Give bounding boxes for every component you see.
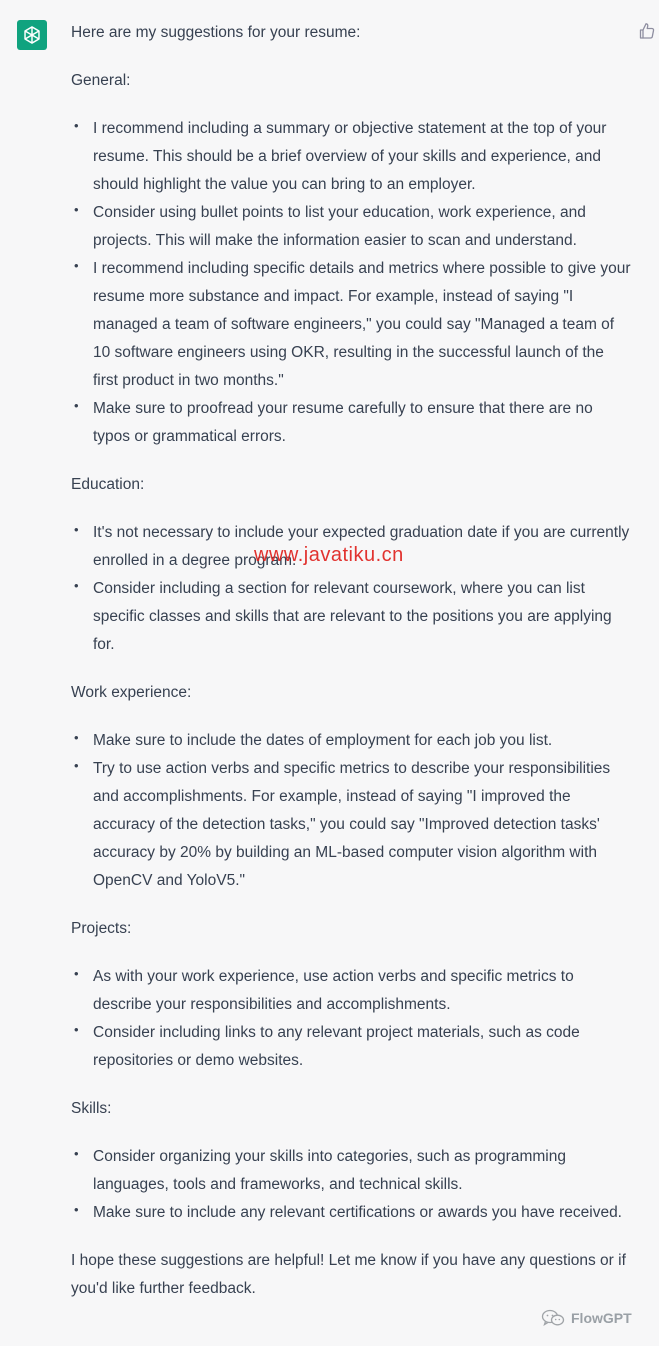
skills-list <box>71 1143 631 1227</box>
openai-logo-icon <box>21 24 43 46</box>
brand-watermark <box>541 1309 632 1327</box>
section-title-skills: Skills: <box>71 1100 112 1117</box>
education-list <box>71 519 631 659</box>
thumbs-up-icon <box>639 22 655 40</box>
section-title-general: General: <box>71 72 131 89</box>
list-item: • Make sure to include any relevant certifications or awards you have received. <box>71 1199 631 1227</box>
list-item: • I recommend including specific details and metrics where possible to give your resume more substance and impact. For example, instead of saying "I managed a team of software engineers," you could say "Managed a team of 10 software engineers using OKR, resulting in the successful launch of the first product in two months." <box>71 255 631 395</box>
brand-name: FlowGPT <box>571 1310 632 1326</box>
section-title-projects: Projects: <box>71 920 132 937</box>
message-content <box>71 19 631 1303</box>
list-item: • Consider organizing your skills into categories, such as programming languages, tools and frameworks, and technical skills. <box>71 1143 631 1199</box>
projects-list <box>71 963 631 1075</box>
work-experience-list <box>71 727 631 895</box>
section-title-work-experience: Work experience: <box>71 684 192 701</box>
closing-text: I hope these suggestions are helpful! Let me know if you have any questions or if you'd like further feedback. <box>71 1252 626 1297</box>
list-item: • As with your work experience, use action verbs and specific metrics to describe your responsibilities and accomplishments. <box>71 963 631 1019</box>
list-item: • Consider including a section for relevant coursework, where you can list specific classes and skills that are relevant to the positions you are applying for. <box>71 575 631 659</box>
wechat-icon <box>541 1309 565 1327</box>
watermark-text: www.javatiku.cn <box>254 544 404 566</box>
section-title-education: Education: <box>71 476 145 493</box>
general-list <box>71 115 631 451</box>
thumbs-up-button[interactable] <box>639 22 655 40</box>
list-item: • It's not necessary to include your expected graduation date if you are currently enrolled in a degree program. <box>71 519 631 575</box>
list-item: • Consider using bullet points to list your education, work experience, and projects. This will make the information easier to scan and understand. <box>71 199 631 255</box>
list-item: • Try to use action verbs and specific metrics to describe your responsibilities and accomplishments. For example, instead of saying "I improved the accuracy of the detection tasks," you could say "Improved detection tasks' accuracy by 20% by building an ML-based computer vision algorithm with OpenCV and YoloV5." <box>71 755 631 895</box>
list-item: • Make sure to proofread your resume carefully to ensure that there are no typos or grammatical errors. <box>71 395 631 451</box>
list-item: • I recommend including a summary or objective statement at the top of your resume. This should be a brief overview of your skills and experience, and should highlight the value you can bring to an employer. <box>71 115 631 199</box>
list-item: • Make sure to include the dates of employment for each job you list. <box>71 727 631 755</box>
assistant-avatar <box>17 20 47 50</box>
intro-text: Here are my suggestions for your resume: <box>71 24 361 41</box>
list-item: • Consider including links to any relevant project materials, such as code repositories or demo websites. <box>71 1019 631 1075</box>
